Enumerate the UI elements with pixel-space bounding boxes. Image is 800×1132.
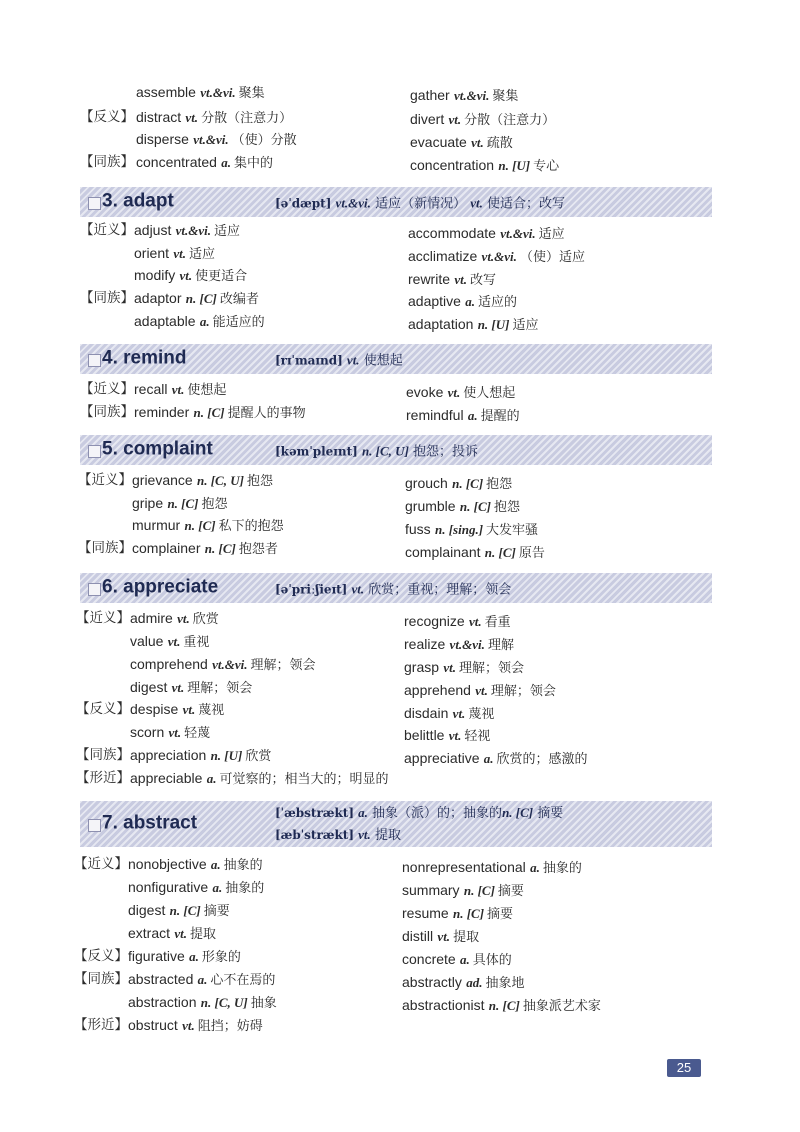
checkbox-square-icon — [88, 197, 101, 210]
entry-headword: 3. adapt — [102, 190, 174, 212]
word: distract — [136, 109, 182, 125]
list-item: grasp vt. 理解；领会 — [404, 659, 524, 676]
list-item: evoke vt. 使人想起 — [406, 384, 516, 401]
entry-header-appreciate — [80, 573, 712, 603]
entry-header-remind — [80, 344, 712, 374]
list-item: fuss n. [sing.] 大发牢骚 — [405, 521, 539, 538]
list-item: resume n. [C] 摘要 — [402, 905, 514, 922]
word: concentration — [410, 157, 495, 173]
entry-headword: 5. complaint — [102, 438, 213, 460]
list-item: appreciative a. 欣赏的；感激的 — [404, 750, 588, 767]
list-item: distill vt. 提取 — [402, 928, 480, 945]
list-item: divert vt. 分散（注意力） — [410, 111, 556, 128]
checkbox-square-icon — [88, 583, 101, 596]
word: divert — [410, 111, 445, 127]
list-item: adaptive a. 适应的 — [408, 293, 517, 310]
list-item: evacuate vt. 疏散 — [410, 134, 513, 151]
entry-headword: 7. abstract — [102, 812, 198, 834]
entry-definition: [kəmˈpleɪnt] n. [C, U] 抱怨；投诉 — [275, 443, 479, 460]
list-item: disdain vt. 蔑视 — [404, 705, 495, 722]
list-item: adaptation n. [U] 适应 — [408, 316, 539, 333]
word: concentrated — [136, 154, 217, 170]
vocabulary-page: assemble vt.&vi. 聚集 【反义】 distract vt. 分散（注意力） disperse vt.&vi. （使）分散 【同族】 concentrated a. 集中的 gather vt.&vi. 聚集 divert vt. 分散（注意力） evacuate vt. 疏散 concentration n. [U] 专心 3. adapt [əˈdæpt] vt.&vi. 适应（新情况） vt. 使适合；改写 【近义】 adjust vt.&vi. 适应 orient vt. 适应 modify vt. 使更适合 【同族】 adaptor n. [C] 改编者 adaptable a. 能适应的 accommodate vt.&vi. 适应 acclimatize vt.&vi. （使）适应 rewrite vt. 改写 adaptive a. 适应的 adaptation n. [U] 适应 4. remind [rɪˈmaɪnd] vt. 使想起 【近义】 recall vt. 使想起 【同族】 reminder n. [C] 提醒人的事物 evoke vt. 使人想起 remindful a. 提醒的 5. complaint [kəmˈpleɪnt] n. [C, U] 抱怨；投诉 【近义】 grievance n. [C, U] 抱怨 gripe n. [C] 抱怨 murmur n. [C] 私下的抱怨 【同族】 complainer n. [C] 抱怨者 grouch n. [C] 抱怨 grumble n. [C] 抱怨 fuss n. [sing.] 大发牢骚 complainant n. [C] 原告 6. appreciate [əˈpriːʃieɪt] vt. 欣赏；重视；理解；领会 【近义】 admire vt. 欣赏 value vt. 重视 comprehend vt.&vi. 理解；领会 digest vt. 理解；领会 【反义】 despise vt. 蔑视 scorn vt. 轻蔑 【同族】 appreciation n. [U] 欣赏 【形近】 appreciable a. 可觉察的；相当大的；明显的 recognize vt. 看重 realize vt.&vi. 理解 grasp vt. 理解；领会 apprehend vt. 理解；领会 disdain vt. 蔑视 belittle vt. 轻视 appreciative a. 欣赏的；感激的 7. abstract [ˈæbstrækt] a. 抽象（派）的；抽象的n. [C] 摘要 [æbˈstrækt] vt. 提取 【近义】 nonobjective a. 抽象的 nonfigurative a. 抽象的 digest n. [C] 摘要 extract vt. 提取 【反义】 figurative a. 形象的 【同族】 abstracted a. 心不在焉的 abstraction n. [C, U] 抽象 【形近】 obstruct vt. 阻挡；妨碍 nonrepresentational a. 抽象的 summary n. [C] 摘要 resume n. [C] 摘要 distill vt. 提取 concrete a. 具体的 abstractly ad. 抽象地 abstractionist n. [C] 抽象派艺术家 25 — [0, 0, 800, 1132]
list-item: complainant n. [C] 原告 — [405, 544, 545, 561]
entry-headword: 4. remind — [102, 347, 187, 369]
list-item: accommodate vt.&vi. 适应 — [408, 225, 565, 242]
list-item: belittle vt. 轻视 — [404, 727, 491, 744]
list-item: nonrepresentational a. 抽象的 — [402, 859, 582, 876]
word: assemble — [136, 84, 196, 100]
list-item: realize vt.&vi. 理解 — [404, 636, 514, 653]
word: evacuate — [410, 134, 467, 150]
list-item: concentration n. [U] 专心 — [410, 157, 560, 174]
checkbox-square-icon — [88, 819, 101, 832]
entry-definition: [əˈpriːʃieɪt] vt. 欣赏；重视；理解；领会 — [275, 581, 512, 598]
word: disperse — [136, 131, 189, 147]
entry-headword: 6. appreciate — [102, 576, 219, 598]
entry-definition: [əˈdæpt] vt.&vi. 适应（新情况） vt. 使适合；改写 — [275, 195, 566, 212]
list-item: gather vt.&vi. 聚集 — [410, 87, 519, 104]
page-number: 25 — [667, 1059, 701, 1077]
word: gather — [410, 87, 450, 103]
entry-definition: [ˈæbstrækt] a. 抽象（派）的；抽象的n. [C] 摘要 [æbˈstrækt] vt. 提取 — [275, 805, 564, 843]
entry-header-abstract — [80, 801, 712, 847]
list-item: grouch n. [C] 抱怨 — [405, 475, 513, 492]
list-item: abstractly ad. 抽象地 — [402, 974, 525, 991]
list-item: rewrite vt. 改写 — [408, 271, 496, 288]
entry-definition: [rɪˈmaɪnd] vt. 使想起 — [275, 352, 403, 369]
checkbox-square-icon — [88, 354, 101, 367]
entry-header-complaint — [80, 435, 712, 465]
list-item: apprehend vt. 理解；领会 — [404, 682, 556, 699]
entry-header-adapt — [80, 187, 712, 217]
checkbox-square-icon — [88, 445, 101, 458]
list-item: concrete a. 具体的 — [402, 951, 512, 968]
list-item: grumble n. [C] 抱怨 — [405, 498, 520, 515]
list-item: remindful a. 提醒的 — [406, 407, 520, 424]
list-item: acclimatize vt.&vi. （使）适应 — [408, 248, 585, 265]
list-item: summary n. [C] 摘要 — [402, 882, 524, 899]
list-item: recognize vt. 看重 — [404, 613, 511, 630]
list-item: abstractionist n. [C] 抽象派艺术家 — [402, 997, 601, 1014]
